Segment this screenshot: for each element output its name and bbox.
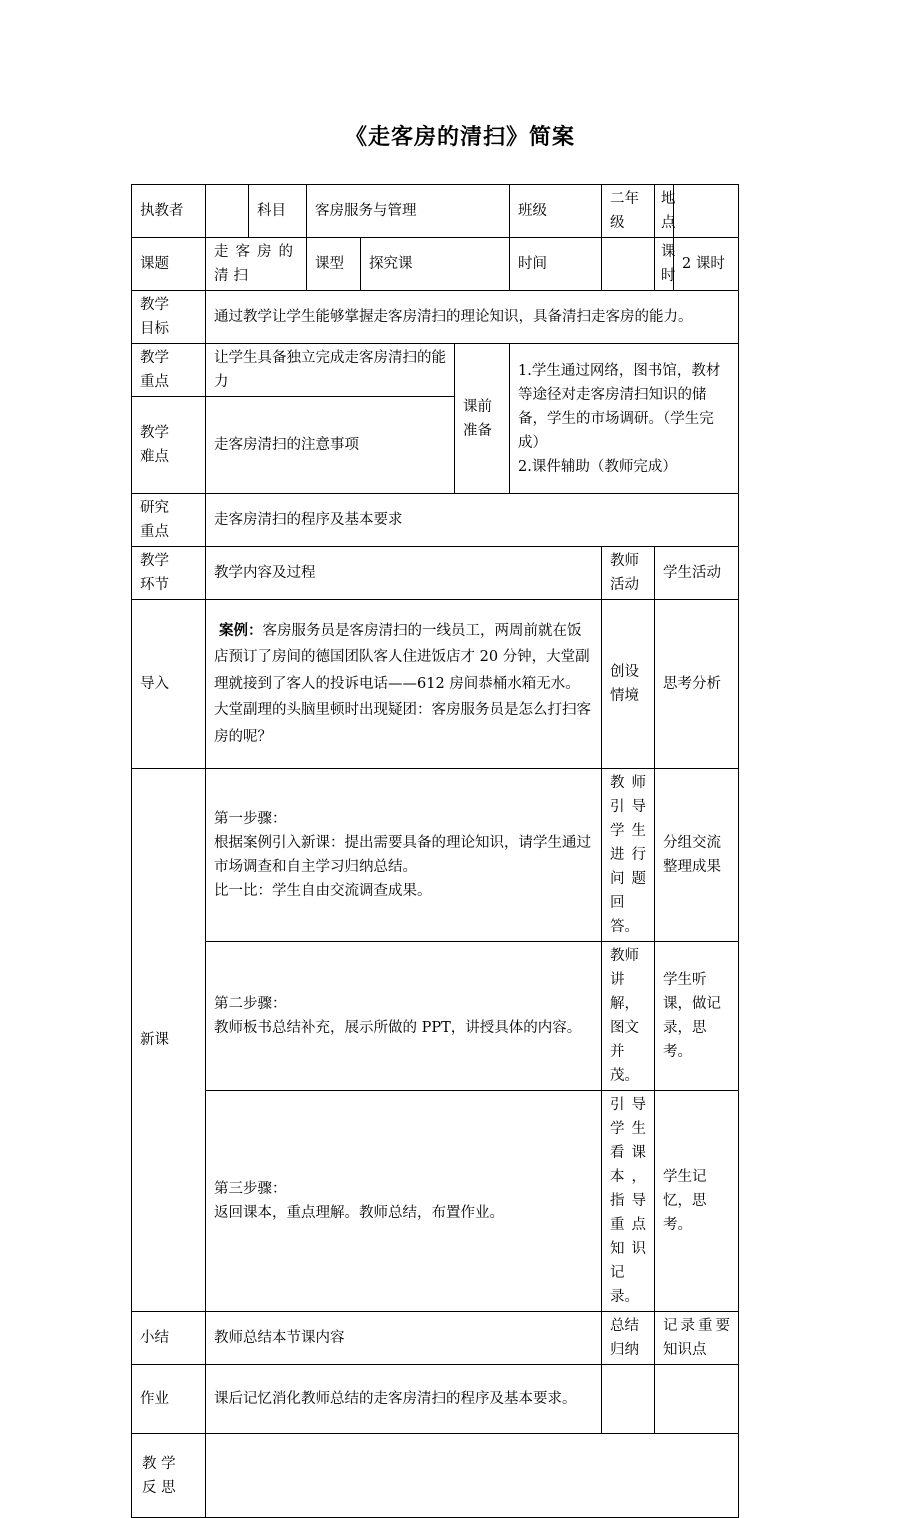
goal-label: 教学 目标: [132, 291, 206, 344]
step-2-content: 第二步骤： 教师板书总结补充，展示所做的 PPT，讲授具体的内容。: [206, 942, 602, 1091]
homework-teacher: [602, 1365, 655, 1434]
content-header: 教学内容及过程: [206, 547, 602, 600]
case-text: 客房服务员是客房清扫的一线员工，两周前就在饭店预订了房间的德国团队客人住进饭店才 20 分钟，大堂副理就接到了客人的投诉电话——612 房间恭桶水箱无水。大堂副理的头脑里顿时出现疑团：客房服务员是怎么打扫客房的呢？: [214, 622, 591, 745]
hours-value: 2 课时: [674, 238, 739, 291]
hours-label: 课时: [655, 238, 674, 291]
table-row: [132, 1091, 739, 1312]
step-1-content: 第一步骤： 根据案例引入新课：提出需要具备的理论知识，请学生通过市场调查和自主学习归纳总结。 比一比：学生自由交流调查成果。: [206, 769, 602, 942]
class-value: 二年级: [602, 185, 655, 238]
place-value: [674, 185, 739, 238]
intro-content: [206, 600, 602, 769]
summary-content: 教师总结本节课内容: [206, 1312, 602, 1365]
new-lesson-label: 新课: [132, 769, 206, 1312]
step-2-student: 学生听课，做记录，思考。: [655, 942, 739, 1091]
step-1-teacher: 教师引导学生进行问题回答。: [602, 769, 655, 942]
summary-label: 小结: [132, 1312, 206, 1365]
step-1-student: 分组交流整理成果: [655, 769, 739, 942]
key-text: 让学生具备独立完成走客房清扫的能力: [206, 344, 455, 397]
homework-label: 作业: [132, 1365, 206, 1434]
type-value: 探究课: [361, 238, 510, 291]
table-row: [132, 1365, 739, 1434]
table-row: [132, 600, 739, 769]
topic-label: 课题: [132, 238, 206, 291]
prep-text: 1.学生通过网络，图书馆，教材等途径对走客房清扫知识的储备，学生的市场调研。（学生完成） 2.课件辅助（教师完成）: [510, 344, 739, 494]
lesson-plan-table: [131, 184, 739, 1518]
reflection-label: 教 学 反 思: [132, 1434, 206, 1518]
class-label: 班级: [510, 185, 602, 238]
goal-text: 通过教学让学生能够掌握走客房清扫的理论知识，具备清扫走客房的能力。: [206, 291, 739, 344]
key-label: 教学 重点: [132, 344, 206, 397]
subject-value: 客房服务与管理: [307, 185, 510, 238]
summary-teacher: 总结归纳: [602, 1312, 655, 1365]
step-3-teacher: 引导学生看课本，指导重点知识记录。: [602, 1091, 655, 1312]
table-row: [132, 291, 739, 344]
type-label: 课型: [307, 238, 361, 291]
step-3-content: 第三步骤： 返回课本，重点理解。教师总结，布置作业。: [206, 1091, 602, 1312]
intro-label: 导入: [132, 600, 206, 769]
stage-header: 教学 环节: [132, 547, 206, 600]
intro-teacher-activity: 创设情境: [602, 600, 655, 769]
difficulty-label: 教学 难点: [132, 397, 206, 494]
table-row: [132, 344, 739, 397]
subject-label: 科目: [249, 185, 307, 238]
step-3-student: 学生记忆，思考。: [655, 1091, 739, 1312]
teacher-value: [206, 185, 249, 238]
reflection-content: [206, 1434, 739, 1518]
difficulty-text: 走客房清扫的注意事项: [206, 397, 455, 494]
topic-value: 走客房的清扫: [206, 238, 307, 291]
summary-student: 记录重要知识点: [655, 1312, 739, 1365]
step-2-teacher: 教师讲解，图文并茂。: [602, 942, 655, 1091]
homework-content: 课后记忆消化教师总结的走客房清扫的程序及基本要求。: [206, 1365, 602, 1434]
table-row: [132, 942, 739, 1091]
table-row: [132, 238, 739, 291]
table-row: [132, 769, 739, 942]
teacher-label: 执教者: [132, 185, 206, 238]
research-label: 研究 重点: [132, 494, 206, 547]
table-row: [132, 1312, 739, 1365]
table-row: [132, 185, 739, 238]
table-row: [132, 547, 739, 600]
page-title: 《走客房的清扫》简案: [344, 124, 575, 150]
student-activity-header: 学生活动: [655, 547, 739, 600]
homework-student: [655, 1365, 739, 1434]
time-value: [602, 238, 655, 291]
intro-student-activity: 思考分析: [655, 600, 739, 769]
time-label: 时间: [510, 238, 602, 291]
research-text: 走客房清扫的程序及基本要求: [206, 494, 739, 547]
case-label: 案例：: [219, 621, 263, 639]
table-row: [132, 494, 739, 547]
teacher-activity-header: 教师活动: [602, 547, 655, 600]
table-row: [132, 1434, 739, 1518]
prep-label: 课前 准备: [455, 344, 510, 494]
place-label: 地点: [655, 185, 674, 238]
